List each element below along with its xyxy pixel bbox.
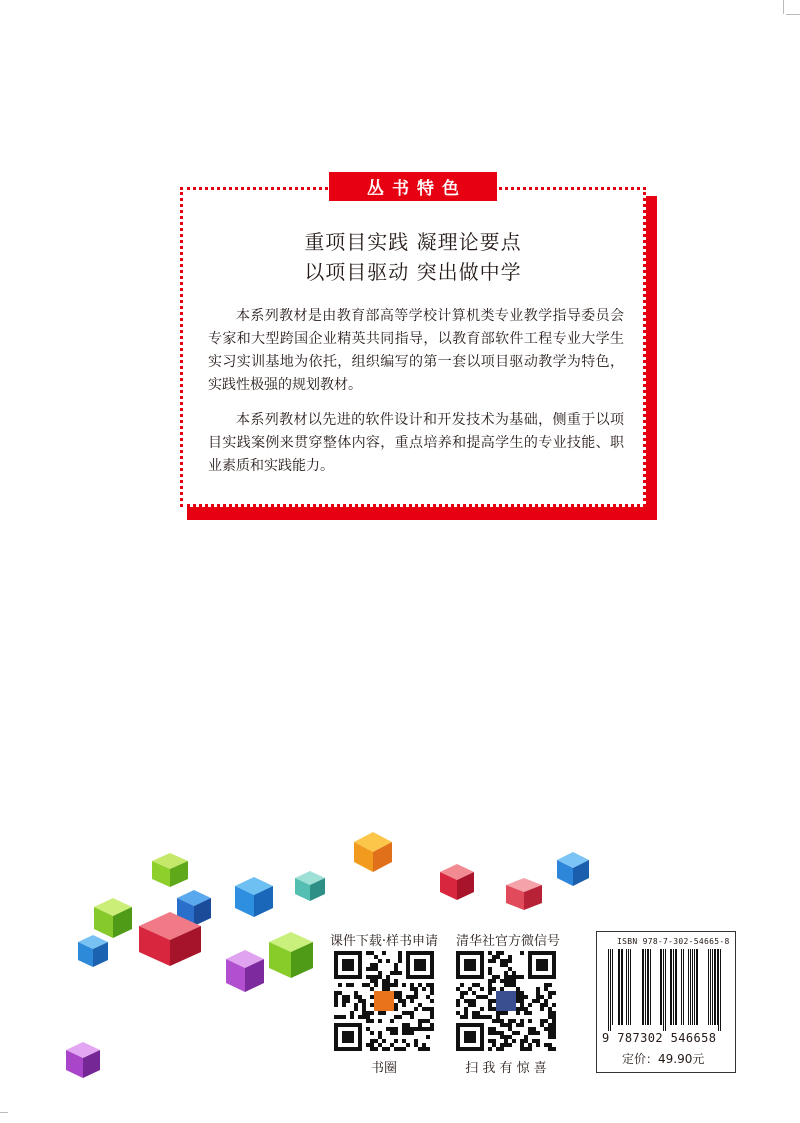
crop-mark-bottom (0, 1112, 8, 1113)
cube-blue-icon (233, 875, 275, 919)
feature-paragraph-2: 本系列教材以先进的软件设计和开发技术为基础，侧重于以项目实践案例来贯穿整体内容，重点培养和提高学生的专业技能、职业素质和实践能力。 (208, 412, 624, 474)
slogan-line-2: 以项目驱动 突出做中学 (304, 260, 522, 284)
cube-teal-icon (293, 869, 327, 903)
cube-green-small-icon (150, 851, 190, 889)
qr-code-courseware[interactable] (334, 951, 434, 1051)
cube-orange-icon (352, 830, 394, 874)
crop-mark-top (783, 0, 784, 14)
feature-tab-title: 丛书特色 (329, 172, 497, 201)
qr-logo-icon (374, 991, 394, 1011)
cube-blue-right-icon (555, 850, 591, 888)
cube-purple-bottom-icon (64, 1040, 102, 1080)
slogan-line-1: 重项目实践 凝理论要点 (304, 230, 522, 254)
qr-right-caption-top: 清华社官方微信号 (455, 934, 560, 949)
qr-right-caption-bottom: 扫 我 有 惊 喜 (465, 1061, 547, 1076)
feature-paragraph-1: 本系列教材是由教育部高等学校计算机类专业教学指导委员会专家和大型跨国企业精英共同指导，以教育部软件工程专业大学生实习实训基地为依托，组织编写的第一套以项目驱动教学为特色，实践性极强的规划教材。 (208, 308, 624, 393)
barcode-digits: 9 787302 546658 (602, 1031, 717, 1045)
cube-purple-icon (224, 948, 266, 994)
isbn-label: ISBN 978-7-302-54665-8 (617, 937, 730, 946)
crop-mark-right (786, 14, 800, 15)
cube-red-small-icon (504, 876, 544, 912)
price-label: 定价：49.90元 (622, 1052, 705, 1066)
cube-green-large-icon (267, 930, 315, 980)
barcode-image (606, 949, 724, 1031)
cube-red-right-icon (438, 862, 476, 902)
qr-left-caption-top: 课件下载·样书申请 (329, 934, 439, 949)
qr-code-wechat[interactable] (456, 951, 556, 1051)
cube-red-large-icon (137, 910, 203, 968)
qr-left-caption-bottom: 书圈 (370, 1061, 397, 1076)
cube-blue-small-icon (76, 933, 110, 969)
qr-logo-icon (496, 991, 516, 1011)
